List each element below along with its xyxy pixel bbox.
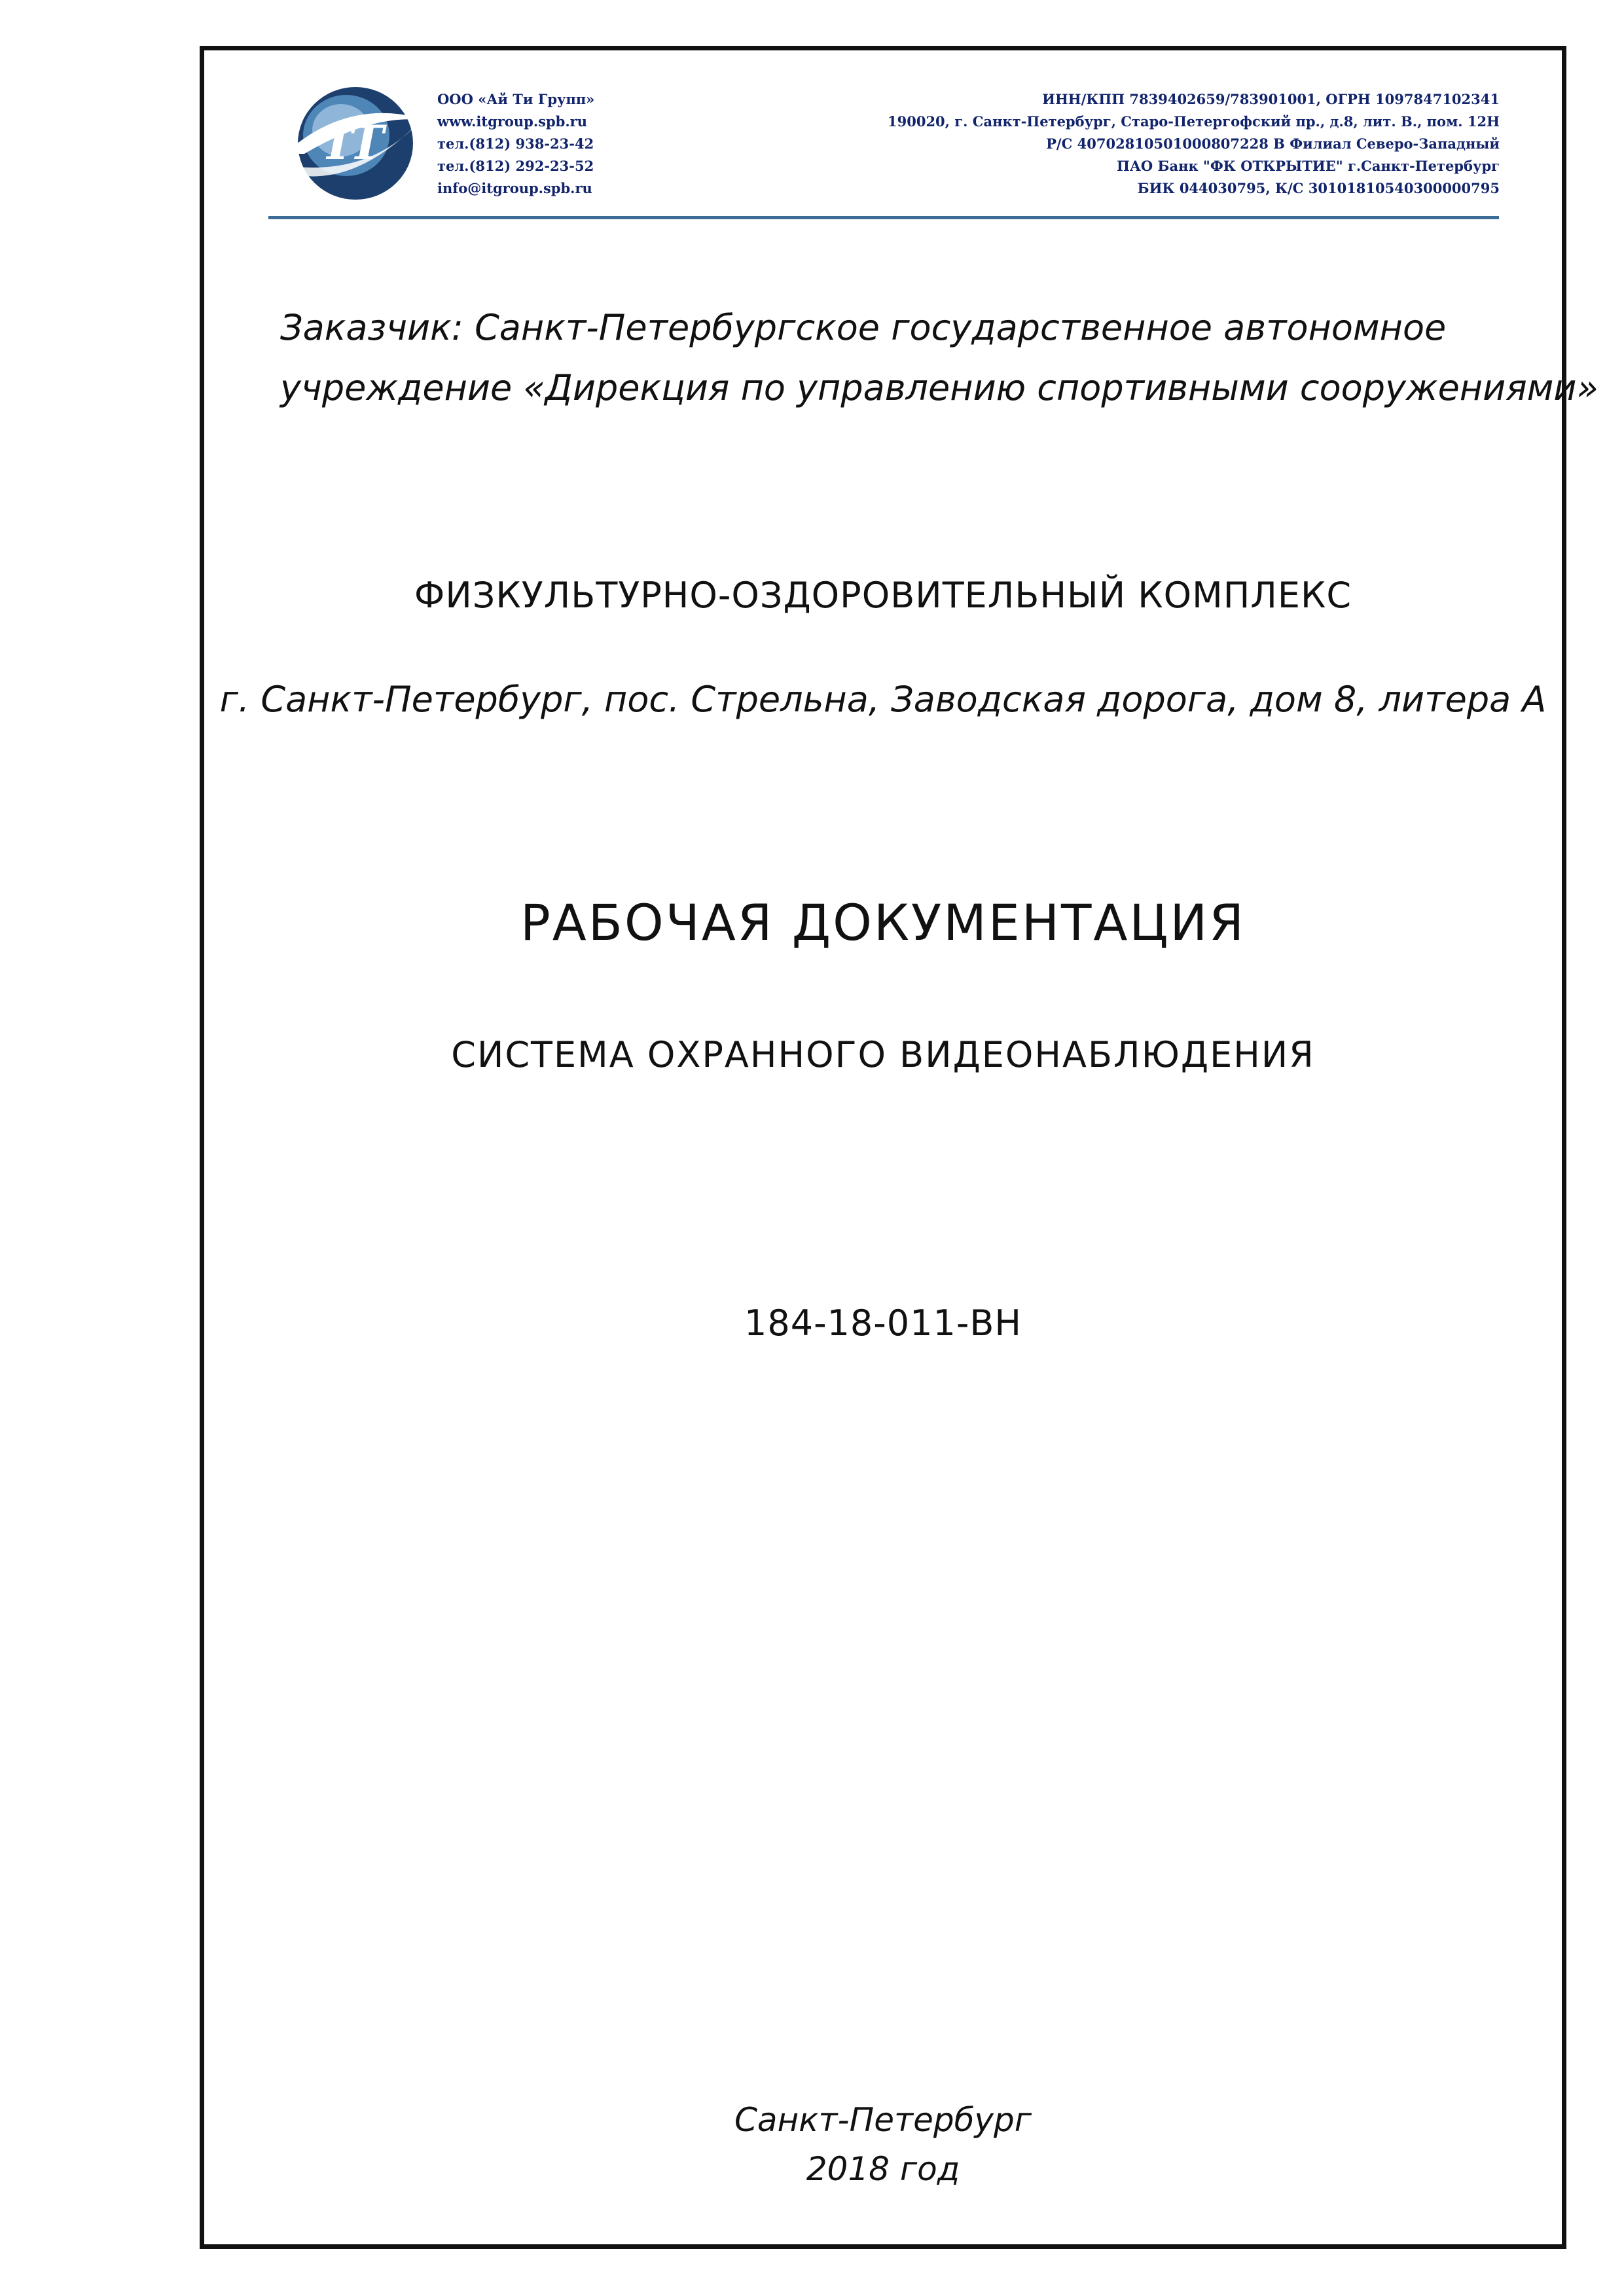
requisites-address: 190020, г. Санкт-Петербург, Старо-Петергофский пр., д.8, лит. В., пом. 12Н (888, 113, 1500, 130)
footer-year: 2018 год (806, 2150, 960, 2188)
it-group-logo (278, 75, 435, 206)
requisites-inn: ИНН/КПП 7839402659/783901001, ОГРН 1097847102341 (1042, 91, 1500, 107)
company-phone-1: тел.(812) 938-23-42 (437, 135, 594, 152)
object-address: г. Санкт-Петербург, пос. Стрельна, Заводская дорога, дом 8, литера А (219, 679, 1547, 720)
company-requisites (888, 88, 1500, 200)
customer-block (280, 298, 1598, 418)
header-divider (268, 216, 1499, 219)
document-subtitle: СИСТЕМА ОХРАННОГО ВИДЕОНАБЛЮДЕНИЯ (451, 1034, 1315, 1075)
footer-city: Санкт-Петербург (734, 2101, 1032, 2139)
logo-text: IT (327, 115, 384, 170)
document-title: РАБОЧАЯ ДОКУМЕНТАЦИЯ (520, 893, 1246, 952)
requisites-bank: ПАО Банк "ФК ОТКРЫТИЕ" г.Санкт-Петербург (1116, 158, 1500, 174)
company-website: www.itgroup.spb.ru (437, 113, 587, 130)
requisites-bik: БИК 044030795, К/С 30101810540300000795 (1137, 180, 1500, 196)
object-name: ФИЗКУЛЬТУРНО-ОЗДОРОВИТЕЛЬНЫЙ КОМПЛЕКС (414, 575, 1352, 616)
customer-line-1: Заказчик: Санкт-Петербургское государственное автономное (280, 307, 1447, 348)
document-code: 184-18-011-ВН (744, 1302, 1022, 1344)
customer-line-2: учреждение «Дирекция по управлению спортивными сооружениями» (280, 367, 1598, 408)
company-contacts (437, 88, 594, 200)
company-name: ООО «Ай Ти Групп» (437, 91, 595, 107)
requisites-account: Р/С 40702810501000807228 В Филиал Северо-Западный (1046, 135, 1500, 152)
company-email: info@itgroup.spb.ru (437, 180, 592, 196)
company-phone-2: тел.(812) 292-23-52 (437, 158, 594, 174)
